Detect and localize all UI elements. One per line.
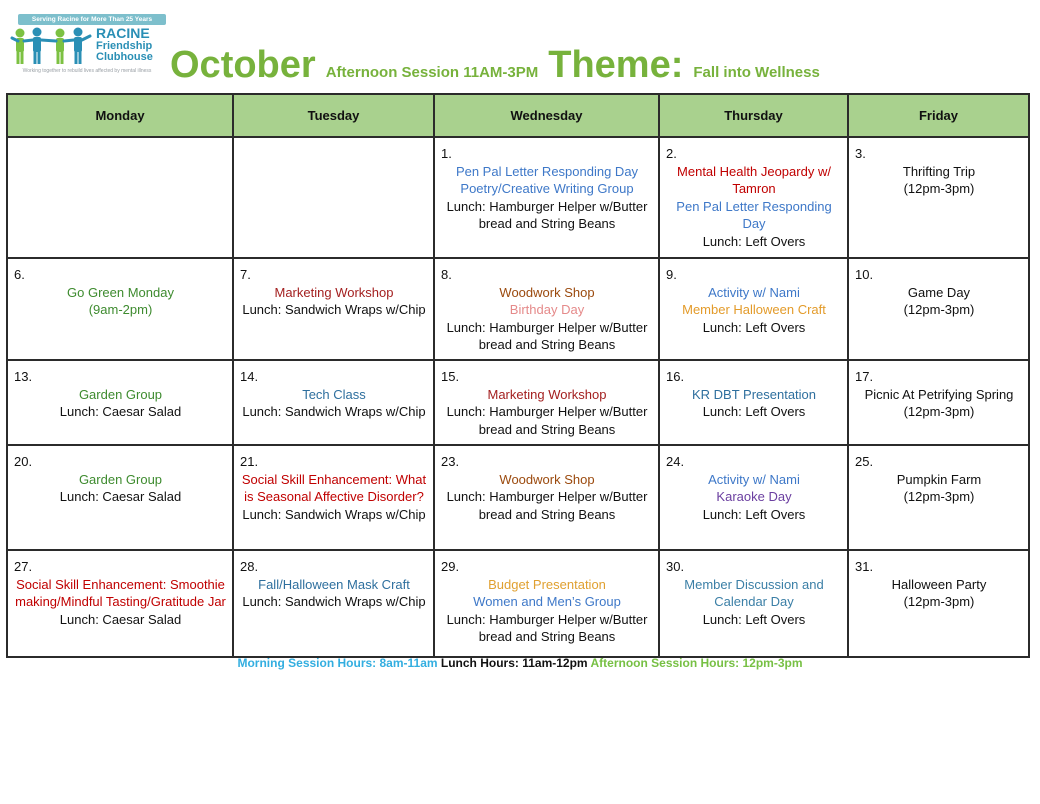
- calendar-day-cell: [7, 258, 233, 360]
- calendar-week-row: [7, 137, 1029, 258]
- day-number: 31.: [855, 559, 874, 574]
- day-number: 6.: [14, 267, 25, 282]
- page-title: [170, 44, 820, 88]
- event-line: (12pm-3pm): [903, 594, 975, 609]
- weekday-header: Wednesday: [434, 94, 659, 137]
- calendar-day-cell: [434, 550, 659, 657]
- event-line: Lunch: Hamburger Helper w/Butter bread and String Beans: [446, 198, 648, 231]
- day-number: 23.: [441, 454, 460, 469]
- event-line: Lunch: Sandwich Wraps w/Chip: [242, 506, 426, 522]
- calendar-day-cell: [233, 258, 434, 360]
- calendar-week-row: [7, 258, 1029, 360]
- day-number: 29.: [441, 559, 460, 574]
- event-line: Mental Health Jeopardy w/ Tamron: [677, 163, 831, 196]
- calendar-day-cell: [233, 137, 434, 258]
- event-line: Garden Group: [78, 386, 163, 402]
- event-line: Women and Men’s Group: [473, 594, 621, 609]
- day-number: 8.: [441, 267, 452, 282]
- day-number: 27.: [14, 559, 33, 574]
- event-line: Fall/Halloween Mask Craft: [258, 576, 410, 592]
- day-number: 9.: [666, 267, 677, 282]
- event-line: Woodwork Shop: [499, 284, 595, 300]
- day-number: 10.: [855, 267, 874, 282]
- calendar-day-cell: [659, 258, 848, 360]
- event-line: Poetry/Creative Writing Group: [460, 181, 634, 196]
- calendar-day-cell: [848, 445, 1029, 550]
- event-line: Tech Class: [302, 386, 366, 402]
- calendar-day-cell: [7, 137, 233, 258]
- calendar-day-cell: [233, 550, 434, 657]
- calendar-day-cell: [434, 258, 659, 360]
- weekday-header: Monday: [7, 94, 233, 137]
- day-number: 14.: [240, 369, 259, 384]
- weekday-header-row: [7, 94, 1029, 137]
- event-line: Halloween Party: [891, 576, 987, 592]
- weekday-header: Tuesday: [233, 94, 434, 137]
- month-title: October: [170, 44, 316, 86]
- day-number: 30.: [666, 559, 685, 574]
- calendar-day-cell: [233, 445, 434, 550]
- day-number: 20.: [14, 454, 33, 469]
- event-line: Birthday Day: [509, 302, 585, 317]
- event-line: Lunch: Caesar Salad: [59, 611, 182, 627]
- calendar-day-cell: [434, 137, 659, 258]
- event-line: Woodwork Shop: [499, 471, 595, 487]
- day-number: 25.: [855, 454, 874, 469]
- event-line: Lunch: Hamburger Helper w/Butter bread and String Beans: [446, 489, 648, 522]
- event-line: (12pm-3pm): [903, 404, 975, 419]
- weekday-header: Thursday: [659, 94, 848, 137]
- event-line: Lunch: Sandwich Wraps w/Chip: [242, 404, 426, 419]
- logo-banner: Serving Racine for More Than 25 Years: [18, 14, 166, 25]
- logo-tagline: Working together to rebuild lives affected by mental illness: [22, 68, 152, 74]
- calendar-day-cell: [848, 258, 1029, 360]
- event-line: (12pm-3pm): [903, 489, 975, 504]
- event-line: Social Skill Enhancement: What is Seasonal Affective Disorder?: [241, 471, 427, 504]
- event-line: Pen Pal Letter Responding Day: [676, 198, 832, 231]
- session-title: Afternoon Session 11AM-3PM: [325, 64, 539, 81]
- theme-label: Theme:: [548, 44, 684, 86]
- calendar-day-cell: [848, 360, 1029, 445]
- event-line: Lunch: Caesar Salad: [59, 404, 182, 419]
- event-line: Lunch: Caesar Salad: [59, 489, 182, 504]
- logo-name-clubhouse: Clubhouse: [96, 51, 153, 63]
- event-line: Lunch: Left Overs: [702, 611, 806, 627]
- day-number: 15.: [441, 369, 460, 384]
- event-line: Garden Group: [78, 471, 163, 487]
- day-number: 1.: [441, 146, 452, 161]
- event-line: Activity w/ Nami: [708, 284, 800, 300]
- event-line: Activity w/ Nami: [708, 471, 800, 487]
- event-line: Lunch: Hamburger Helper w/Butter bread and String Beans: [446, 319, 648, 352]
- day-number: 28.: [240, 559, 259, 574]
- event-line: (12pm-3pm): [903, 302, 975, 317]
- calendar-day-cell: [848, 550, 1029, 657]
- calendar-table: [6, 93, 1030, 658]
- day-number: 2.: [666, 146, 677, 161]
- event-line: Lunch: Left Overs: [702, 506, 806, 522]
- calendar-day-cell: [659, 445, 848, 550]
- calendar-day-cell: [7, 360, 233, 445]
- day-number: 7.: [240, 267, 251, 282]
- calendar-day-cell: [233, 360, 434, 445]
- event-line: Budget Presentation: [488, 576, 606, 592]
- day-number: 17.: [855, 369, 874, 384]
- event-line: Game Day: [907, 284, 971, 300]
- calendar-day-cell: [7, 550, 233, 657]
- calendar-day-cell: [7, 445, 233, 550]
- event-line: Lunch: Hamburger Helper w/Butter bread and String Beans: [446, 404, 648, 437]
- event-line: Social Skill Enhancement: Smoothie making/Mindful Tasting/Gratitude Jar: [15, 576, 226, 609]
- event-line: Go Green Monday: [67, 284, 174, 300]
- weekday-header: Friday: [848, 94, 1029, 137]
- lunch-hours: Lunch Hours: 11am-12pm: [440, 656, 588, 670]
- day-number: 3.: [855, 146, 866, 161]
- event-line: Thrifting Trip: [902, 163, 976, 179]
- event-line: Pumpkin Farm: [896, 471, 982, 487]
- event-line: Lunch: Sandwich Wraps w/Chip: [242, 302, 426, 317]
- event-line: Lunch: Sandwich Wraps w/Chip: [242, 594, 426, 609]
- day-number: 16.: [666, 369, 685, 384]
- event-line: Member Halloween Craft: [682, 302, 826, 317]
- logo-name-racine: RACINE: [96, 25, 150, 41]
- event-line: Lunch: Left Overs: [702, 233, 806, 249]
- afternoon-hours: Afternoon Session Hours: 12pm-3pm: [590, 656, 803, 670]
- calendar-day-cell: [434, 445, 659, 550]
- calendar-week-row: [7, 550, 1029, 657]
- calendar-day-cell: [659, 360, 848, 445]
- calendar-day-cell: [434, 360, 659, 445]
- event-line: Lunch: Left Overs: [702, 404, 806, 419]
- clubhouse-logo: [8, 12, 160, 78]
- calendar-day-cell: [659, 137, 848, 258]
- event-line: Pen Pal Letter Responding Day: [455, 163, 639, 179]
- theme-value: Fall into Wellness: [693, 64, 820, 81]
- event-line: Lunch: Hamburger Helper w/Butter bread and String Beans: [446, 611, 648, 644]
- session-hours-footer: [0, 656, 1040, 670]
- people-figures-icon: [10, 26, 100, 66]
- event-line: Picnic At Petrifying Spring: [864, 386, 1014, 402]
- calendar-body: [7, 137, 1029, 657]
- day-number: 24.: [666, 454, 685, 469]
- day-number: 13.: [14, 369, 33, 384]
- event-line: KR DBT Presentation: [691, 386, 817, 402]
- morning-hours: Morning Session Hours: 8am-11am: [237, 656, 438, 670]
- event-line: Marketing Workshop: [487, 386, 607, 402]
- day-number: 21.: [240, 454, 259, 469]
- event-line: Marketing Workshop: [274, 284, 394, 300]
- logo-name-friendship: Friendship: [96, 40, 153, 52]
- event-line: (12pm-3pm): [903, 181, 975, 196]
- event-line: Karaoke Day: [716, 489, 792, 504]
- event-line: Lunch: Left Overs: [702, 319, 806, 335]
- calendar-day-cell: [848, 137, 1029, 258]
- calendar-week-row: [7, 445, 1029, 550]
- event-line: Member Discussion and Calendar Day: [684, 576, 824, 609]
- calendar-week-row: [7, 360, 1029, 445]
- event-line: (9am-2pm): [88, 302, 153, 317]
- calendar-day-cell: [659, 550, 848, 657]
